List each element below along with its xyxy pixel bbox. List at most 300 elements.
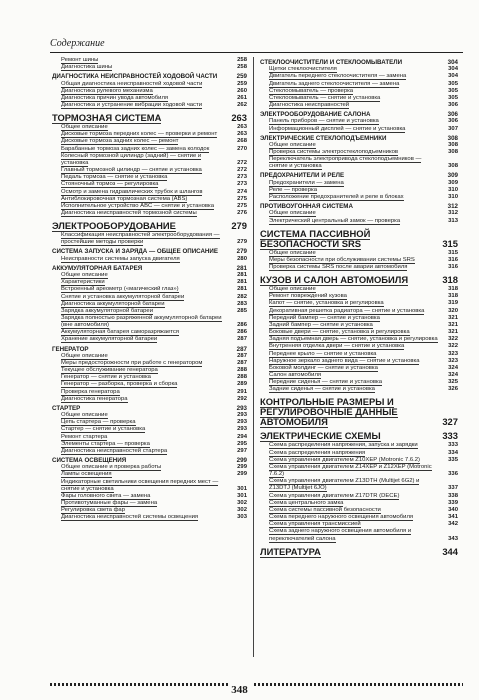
toc-entry[interactable]	[52, 146, 247, 153]
toc-page-number: 299	[237, 464, 247, 471]
toc-page-number: 324	[448, 364, 458, 371]
toc-chapter-heading[interactable]	[260, 275, 458, 285]
toc-left-column	[52, 57, 247, 522]
toc-entry[interactable]	[260, 365, 458, 372]
toc-entry[interactable]	[260, 500, 458, 507]
toc-page-number: 318	[448, 293, 458, 300]
toc-page-number: 294	[237, 433, 247, 440]
toc-page-number: 258	[237, 57, 247, 63]
toc-entry[interactable]	[52, 88, 247, 95]
toc-entry-title: Хранение аккумуляторной батареи	[61, 336, 158, 343]
toc-page-number: 281	[236, 264, 247, 272]
toc-right-column	[260, 57, 458, 558]
toc-page-number: 309	[448, 179, 458, 186]
toc-entry[interactable]	[52, 196, 247, 203]
toc-entry-title: Общее описание	[269, 210, 316, 217]
toc-entry[interactable]	[260, 118, 458, 125]
toc-entry-title: Общее описание	[61, 412, 108, 419]
toc-page-number: 323	[448, 350, 458, 357]
toc-page-number: 270	[237, 145, 247, 152]
toc-page-number: 272	[237, 167, 247, 174]
toc-entry-title: Внутренняя отделка двери — снятие и установка	[269, 343, 405, 350]
toc-entry-title: Диагностика неисправностей системы освещения	[61, 514, 199, 521]
toc-entry-title: Снятие и установка аккумуляторной батареи	[61, 293, 185, 300]
toc-entry-title: Диагностика неисправностей тормозной системы	[61, 210, 197, 217]
toc-entry-title: Фары головного света — замена	[61, 492, 151, 499]
toc-entry-title: Диагностика аккумуляторной батареи	[61, 300, 165, 307]
toc-entry-title: Проверка системы электростеклоподъемников	[269, 149, 399, 156]
toc-page-number: 327	[442, 416, 458, 428]
toc-entry-title: Меры безопасности при обслуживании системы SRS	[269, 256, 415, 263]
toc-entry-title: Схема переднего наружного освещения автомобиля	[269, 514, 414, 521]
toc-page-number: 316	[448, 256, 458, 263]
toc-entry[interactable]	[260, 81, 458, 88]
toc-entry[interactable]	[260, 257, 458, 264]
toc-entry[interactable]	[52, 189, 247, 196]
toc-page-number: 287	[236, 345, 247, 353]
toc-entry[interactable]	[260, 351, 458, 358]
toc-page-number: 310	[448, 186, 458, 193]
toc-entry[interactable]	[52, 434, 247, 441]
toc-entry[interactable]	[260, 343, 458, 350]
toc-entry-title: ЭЛЕКТРООБОРУДОВАНИЕ САЛОНА	[260, 111, 371, 119]
toc-entry[interactable]	[52, 493, 247, 500]
toc-entry-title: СТЕКЛООЧИСТИТЕЛИ И СТЕКЛООМЫВАТЕЛИ	[260, 59, 403, 66]
toc-entry-title: Боковые двери — снятие, установка и регулировка	[269, 329, 410, 336]
toc-page-number: 263	[237, 131, 247, 138]
toc-entry-title: Боковой молдинг — снятие и установка	[269, 364, 378, 371]
toc-entry[interactable]	[52, 286, 247, 293]
toc-entry-title: Противотуманные фары — замена	[61, 500, 158, 507]
toc-page-number: 307	[448, 125, 458, 132]
toc-entry[interactable]	[260, 264, 458, 271]
toc-page-number: 344	[442, 545, 458, 557]
toc-page-number: 268	[237, 138, 247, 145]
toc-page-number: 283	[237, 300, 247, 307]
toc-page-number: 321	[448, 329, 458, 336]
toc-entry-title: Общая диагностика неисправностей ходовой части	[61, 80, 203, 87]
toc-entry-title: Исполнительное устройство ABC — снятие и установка	[61, 202, 215, 209]
toc-entry-title: Передние сиденья — снятие и установка	[269, 379, 383, 386]
toc-entry[interactable]	[52, 232, 247, 246]
toc-entry-title: Стеклоомыватель — снятие и установка	[269, 94, 381, 101]
toc-page-number: 322	[448, 336, 458, 343]
toc-chapter-heading[interactable]	[260, 397, 458, 427]
toc-page-number: 301	[237, 492, 247, 499]
toc-entry[interactable]	[260, 187, 458, 194]
toc-entry-title: Схема центрального замка	[269, 499, 344, 506]
toc-page-number: 301	[237, 485, 247, 492]
column-divider	[253, 57, 254, 657]
toc-entry[interactable]	[52, 514, 247, 521]
toc-entry[interactable]	[52, 441, 247, 448]
toc-entry-title: Главный тормозной цилиндр — снятие и установка	[61, 167, 202, 174]
toc-entry-title: Барабанные тормоза задних колес — замена колодок	[61, 145, 210, 152]
toc-page-number: 297	[237, 447, 247, 454]
toc-page-number: 276	[237, 210, 247, 217]
toc-entry-title: Расположение предохранителей и реле в блоках	[269, 194, 404, 200]
toc-entry-title: ЭЛЕКТРИЧЕСКИЕ СТЕКЛОПОДЪЕМНИКИ	[260, 134, 387, 142]
toc-entry[interactable]	[52, 210, 247, 217]
toc-entry[interactable]	[260, 322, 458, 329]
toc-entry-title: СИСТЕМА ЗАПУСКА И ЗАРЯДА — ОБЩЕЕ ОПИСАНИЕ	[52, 248, 218, 256]
toc-entry-title: Наружное зеркало заднего вида — снятие и установка	[269, 357, 420, 364]
toc-entry-title: Осмотр и замена гидравлических трубок и шлангов	[61, 188, 203, 195]
toc-page-number: 286	[237, 329, 247, 336]
toc-entry-title: Дисковые тормоза передних колес — проверки и ремонт	[61, 131, 218, 138]
toc-entry[interactable]	[52, 153, 247, 167]
toc-entry-title: Схема управления двигателем Z14XEP и Z12XEP (Motronic 7.6.2)	[269, 463, 432, 478]
toc-entry-title: Общее описание	[61, 272, 108, 279]
toc-page-number: 274	[237, 188, 247, 195]
toc-entry-title: Двигатель переднего стеклоочистителя — замена	[269, 73, 407, 80]
toc-entry[interactable]	[260, 528, 458, 542]
toc-entry-title: Элементы стартера — проверка	[61, 440, 150, 447]
toc-entry-title: Генератор — снятие и установка	[61, 374, 151, 381]
toc-entry-title: Схема системы пассивной безопасности	[269, 506, 381, 513]
toc-entry[interactable]	[260, 180, 458, 187]
toc-page-number: 293	[237, 419, 247, 426]
toc-entry-title: Схема управления двигателем Z17DTR (DECE)	[269, 492, 400, 499]
toc-entry[interactable]	[260, 102, 458, 109]
toc-page-number: 308	[447, 134, 458, 142]
toc-entry[interactable]	[52, 81, 247, 88]
toc-entry[interactable]	[52, 64, 247, 71]
toc-page-number: 315	[448, 249, 458, 256]
toc-page-number: 304	[447, 59, 458, 66]
toc-page-number: 312	[448, 210, 458, 217]
toc-entry[interactable]	[52, 448, 247, 455]
toc-page-number: 313	[448, 217, 458, 224]
toc-page-number: 337	[448, 485, 458, 492]
toc-entry[interactable]	[52, 181, 247, 188]
toc-entry[interactable]	[52, 95, 247, 102]
toc-entry[interactable]	[52, 315, 247, 329]
toc-entry-title: Общее описание	[269, 286, 316, 293]
toc-page-number: 325	[448, 379, 458, 386]
toc-entry-title: Декоративная решетка радиатора — снятие и установка	[269, 307, 425, 314]
toc-page-number: 322	[448, 343, 458, 350]
toc-entry[interactable]	[260, 73, 458, 80]
toc-entry-title: Проверка генератора	[61, 388, 120, 395]
toc-entry[interactable]	[260, 95, 458, 102]
toc-entry-title: Диагностика неисправностей	[269, 101, 350, 108]
toc-entry[interactable]	[260, 142, 458, 149]
toc-entry-title: Задний бампер — снятие и установка	[269, 321, 373, 328]
toc-page-number: 259	[237, 80, 247, 87]
toc-entry-title: Диагностика и устранение вибрации ходовой части	[61, 101, 202, 108]
toc-page-number: 259	[236, 73, 247, 81]
toc-page-number: 318	[448, 286, 458, 293]
toc-entry-title: Схема управления двигателем Z13DTH (Multijet 6G2) и Z13DTJ (Multijet 6JO)	[269, 478, 420, 492]
toc-entry[interactable]	[260, 493, 458, 500]
toc-entry-title: Зарядка аккумуляторной батареи	[61, 307, 154, 314]
toc-page-number: 318	[442, 274, 458, 286]
toc-entry-title: Лампы освещения	[61, 471, 112, 478]
toc-entry-title: Переднее крыло — снятие и установка	[269, 350, 377, 357]
toc-entry-title: Генератор — разборка, проверка и сборка	[61, 381, 178, 388]
toc-entry-title: Диагностика рулевого механизма	[61, 87, 153, 94]
toc-page-number: 285	[237, 307, 247, 314]
toc-page-number: 287	[237, 359, 247, 366]
toc-page-number: 321	[448, 314, 458, 321]
toc-entry-title: Индикаторные светильники освещения передних мест — снятие и установка	[61, 478, 219, 492]
toc-page-number: 287	[237, 352, 247, 359]
toc-entry-title: ЭЛЕКТРИЧЕСКИЕ СХЕМЫ	[260, 430, 381, 442]
toc-entry-title: Характеристики	[61, 279, 105, 286]
toc-page-number: 338	[448, 492, 458, 499]
toc-entry-title: СТАРТЕР	[52, 404, 81, 412]
toc-entry[interactable]	[52, 336, 247, 343]
toc-entry[interactable]	[260, 478, 458, 492]
toc-page-number: 279	[231, 220, 247, 232]
toc-page-number: 312	[447, 203, 458, 211]
toc-page-number: 280	[237, 255, 247, 262]
toc-page-number: 306	[448, 101, 458, 108]
toc-entry-title: Диагностика генератора	[61, 395, 128, 402]
toc-entry-title: Диагностика причин увода автомобиля	[61, 94, 169, 101]
toc-page-number: 293	[236, 404, 247, 412]
toc-entry-title: ЭЛЕКТРООБОРУДОВАНИЕ	[52, 220, 176, 232]
toc-page-number: 316	[448, 263, 458, 270]
toc-page-number: 342	[448, 521, 458, 528]
toc-page-number: 275	[237, 202, 247, 209]
toc-entry-title: Схема управления двигателем Z10XEP (Motronic 7.6.2)	[269, 456, 420, 463]
toc-page-number: 293	[237, 412, 247, 419]
toc-page-number: 295	[237, 440, 247, 447]
running-header: Содержание	[50, 38, 105, 49]
toc-entry[interactable]	[260, 218, 458, 225]
toc-entry[interactable]	[52, 102, 247, 109]
toc-page-number: 281	[237, 272, 247, 279]
toc-page-number: 315	[442, 237, 458, 249]
toc-entry[interactable]	[260, 194, 458, 201]
toc-page-number: 319	[448, 300, 458, 307]
toc-entry-title: ГЕНЕРАТОР	[52, 345, 89, 353]
toc-entry-title: Салон автомобиля	[269, 372, 322, 379]
toc-entry-title: Стояночный тормоз — регулировка	[61, 181, 159, 188]
toc-entry[interactable]	[260, 464, 458, 478]
toc-page-number: 273	[237, 174, 247, 181]
toc-entry-title: Колесный тормозной цилиндр (задний) — снятие и установка	[61, 152, 202, 166]
toc-page-number: 343	[448, 535, 458, 542]
toc-page-number: 302	[237, 507, 247, 514]
toc-page-number: 273	[237, 181, 247, 188]
toc-page-number: 260	[237, 87, 247, 94]
toc-entry[interactable]	[52, 256, 247, 263]
toc-entry-title: Схема управления трансмиссией	[269, 521, 361, 528]
toc-entry-title: Проверка системы SRS после аварии автомобиля	[269, 263, 408, 270]
toc-entry[interactable]	[260, 250, 458, 257]
toc-page-number: 308	[448, 141, 458, 148]
toc-entry-title: Общее описание	[269, 141, 316, 148]
toc-entry-title: Реле — проверка	[269, 186, 317, 193]
toc-entry-title: ТОРМОЗНАЯ СИСТЕМА	[52, 112, 162, 124]
toc-page-number: 281	[237, 286, 247, 293]
toc-entry-title: Панель приборов — снятие и установка	[269, 118, 379, 125]
toc-page-number: 291	[237, 388, 247, 395]
toc-section-heading[interactable]	[52, 265, 247, 272]
toc-entry-title: Схема распределения напряжения, запуска и зарядки	[269, 442, 418, 449]
toc-page-number: 303	[237, 514, 247, 521]
toc-page-number: 287	[237, 336, 247, 343]
toc-section-heading[interactable]	[52, 346, 247, 353]
toc-entry-title: Антиблокировочная тормозная система (ABS)	[61, 195, 188, 202]
toc-entry[interactable]	[52, 353, 247, 360]
toc-section-heading[interactable]	[260, 135, 458, 142]
toc-page-number: 305	[448, 80, 458, 87]
toc-page-number: 321	[448, 321, 458, 328]
toc-entry-title: ЛИТЕРАТУРА	[260, 545, 321, 557]
toc-entry[interactable]	[260, 126, 458, 133]
toc-entry-title: Общее описание и проверка работы	[61, 464, 162, 471]
toc-entry[interactable]	[52, 471, 247, 478]
toc-entry[interactable]	[260, 300, 458, 307]
toc-page-number: 310	[448, 194, 458, 200]
toc-entry[interactable]	[52, 389, 247, 396]
toc-page-number: 299	[236, 457, 247, 465]
toc-page-number: 336	[448, 471, 458, 478]
toc-entry-title: СИСТЕМА ПАССИВНОЙ БЕЗОПАСНОСТИ SRS	[260, 227, 371, 249]
toc-entry-title: КУЗОВ И САЛОН АВТОМОБИЛЯ	[260, 274, 409, 286]
toc-entry[interactable]	[52, 426, 247, 433]
toc-section-heading[interactable]	[260, 172, 458, 179]
toc-page-number: 282	[237, 293, 247, 300]
header-divider	[50, 52, 463, 53]
toc-entry-title: Ремонт повреждений кузова	[269, 293, 347, 300]
toc-entry[interactable]	[260, 507, 458, 514]
toc-entry-title: Капот — снятие, установка и регулировка	[269, 300, 384, 307]
toc-entry-title: Предохранители — замена	[269, 179, 344, 186]
toc-entry-title: Схема распределения напряжения	[269, 449, 366, 456]
toc-page-number: 320	[448, 307, 458, 314]
toc-page-number: 275	[237, 195, 247, 202]
toc-entry-title: АККУМУЛЯТОРНАЯ БАТАРЕЯ	[52, 264, 143, 272]
toc-entry-title: Схема заднего наружного освещения автомобиля и переключателей салона	[269, 528, 412, 542]
toc-page-number: 262	[237, 101, 247, 108]
toc-entry-title: Зарядка полностью разряженной аккумуляторной батареи (вне автомобиля)	[61, 314, 222, 329]
toc-page-number: 263	[231, 112, 247, 124]
toc-entry-title: Неисправности системы запуска двигателя	[61, 255, 180, 262]
toc-entry[interactable]	[260, 315, 458, 322]
page-number: 348	[231, 684, 248, 696]
toc-entry[interactable]	[52, 396, 247, 403]
toc-entry-title: ДИАГНОСТИКА НЕИСПРАВНОСТЕЙ ХОДОВОЙ ЧАСТИ	[52, 73, 218, 81]
toc-entry-title: Аккумуляторная батарея саморазряжается	[61, 329, 179, 336]
toc-entry-title: Информационный дисплей — снятие и установка	[269, 125, 406, 132]
toc-page-number: 333	[448, 442, 458, 449]
toc-entry[interactable]	[52, 138, 247, 145]
toc-page-number: 323	[448, 357, 458, 364]
toc-entry[interactable]	[260, 88, 458, 95]
toc-page-number: 334	[448, 449, 458, 456]
toc-page-number: 281	[237, 279, 247, 286]
toc-page-number: 335	[448, 456, 458, 463]
toc-page-number: 293	[237, 426, 247, 433]
toc-entry-title: ПРЕДОХРАНИТЕЛИ И РЕЛЕ	[260, 172, 345, 180]
toc-page-number: 340	[448, 506, 458, 513]
toc-chapter-heading[interactable]	[260, 229, 458, 249]
toc-page-number: 263	[237, 124, 247, 131]
toc-entry-title: Стеклоомыватель — проверка	[269, 87, 354, 94]
toc-page-number: 305	[448, 87, 458, 94]
toc-entry-title: Диагностика шины	[61, 64, 113, 71]
toc-page-number: 326	[448, 386, 458, 393]
toc-entry[interactable]	[52, 301, 247, 308]
toc-entry[interactable]	[52, 381, 247, 388]
toc-entry[interactable]	[52, 203, 247, 210]
toc-section-heading[interactable]	[52, 248, 247, 255]
toc-entry-title: Классификация неисправностей электрооборудования — простейшие методы проверки	[61, 232, 220, 246]
toc-entry-title: Встроенный ареометр («магический глаз»)	[61, 286, 179, 293]
toc-entry[interactable]	[52, 308, 247, 315]
toc-entry-title: Ремонт шины	[61, 57, 99, 63]
toc-page-number: 306	[447, 111, 458, 119]
toc-page-number: 341	[448, 514, 458, 521]
toc-entry[interactable]	[260, 442, 458, 449]
toc-page-number: 309	[447, 172, 458, 180]
toc-page-number: 333	[442, 430, 458, 442]
toc-entry-title: Общее описание	[61, 124, 108, 131]
toc-entry-title: Регулировка света фар	[61, 507, 125, 514]
toc-page-number: 308	[448, 149, 458, 156]
toc-page-number: 324	[448, 372, 458, 379]
toc-section-heading[interactable]	[52, 73, 247, 80]
toc-entry-title: Задняя подъемная дверь — снятие, установка и регулировка	[269, 336, 438, 343]
toc-entry-title: ПРОТИВОУГОННАЯ СИСТЕМА	[260, 203, 353, 211]
toc-entry-title: Щетки стеклоочистителя	[269, 66, 337, 73]
toc-entry-title: Ремонт стартера	[61, 433, 108, 440]
toc-entry-title: Диагностика неисправностей стартера	[61, 447, 168, 454]
toc-entry[interactable]	[52, 294, 247, 301]
toc-page-number: 261	[237, 94, 247, 101]
toc-page-number: 306	[448, 118, 458, 125]
toc-entry-title: Педаль тормоза — снятие и установка	[61, 174, 168, 181]
toc-page-number: 258	[237, 64, 247, 71]
toc-chapter-heading[interactable]	[260, 431, 458, 441]
toc-chapter-heading[interactable]	[52, 113, 247, 123]
toc-entry-title: Текущее обслуживание генератора	[61, 367, 158, 374]
toc-entry-title: Двигатель заднего стеклоочистителя — замена	[269, 80, 400, 87]
toc-chapter-heading[interactable]	[260, 547, 458, 557]
toc-entry[interactable]	[260, 358, 458, 365]
toc-page-number: 288	[237, 367, 247, 374]
toc-page-number: 299	[237, 471, 247, 478]
toc-page-number: 286	[237, 322, 247, 329]
toc-entry[interactable]	[260, 156, 458, 170]
toc-entry[interactable]	[52, 479, 247, 493]
toc-page-number: 289	[237, 381, 247, 388]
toc-entry-title: Стартер — снятие и установка	[61, 426, 146, 433]
toc-page-number: 272	[237, 159, 247, 166]
toc-page-number: 305	[448, 94, 458, 101]
toc-page-number: 308	[448, 163, 458, 170]
toc-entry-title: Передний бампер — снятие и установка	[269, 314, 380, 321]
toc-entry[interactable]	[260, 308, 458, 315]
toc-entry-title: Общее описание	[269, 249, 316, 256]
toc-entry-title: Переключатель электропривода стеклоподъемников — снятие и установка	[269, 156, 422, 170]
toc-entry[interactable]	[260, 386, 458, 393]
toc-chapter-heading[interactable]	[52, 221, 247, 231]
toc-entry-title: Дисковые тормоза задних колес — ремонт	[61, 138, 179, 145]
toc-entry[interactable]	[260, 450, 458, 457]
toc-entry-title: Цепь стартера — проверка	[61, 419, 136, 426]
toc-entry[interactable]	[260, 210, 458, 217]
toc-entry-title: Общее описание	[61, 352, 108, 359]
toc-page-number: 279	[237, 239, 247, 246]
toc-entry[interactable]	[260, 457, 458, 464]
toc-page-number: 304	[448, 73, 458, 80]
